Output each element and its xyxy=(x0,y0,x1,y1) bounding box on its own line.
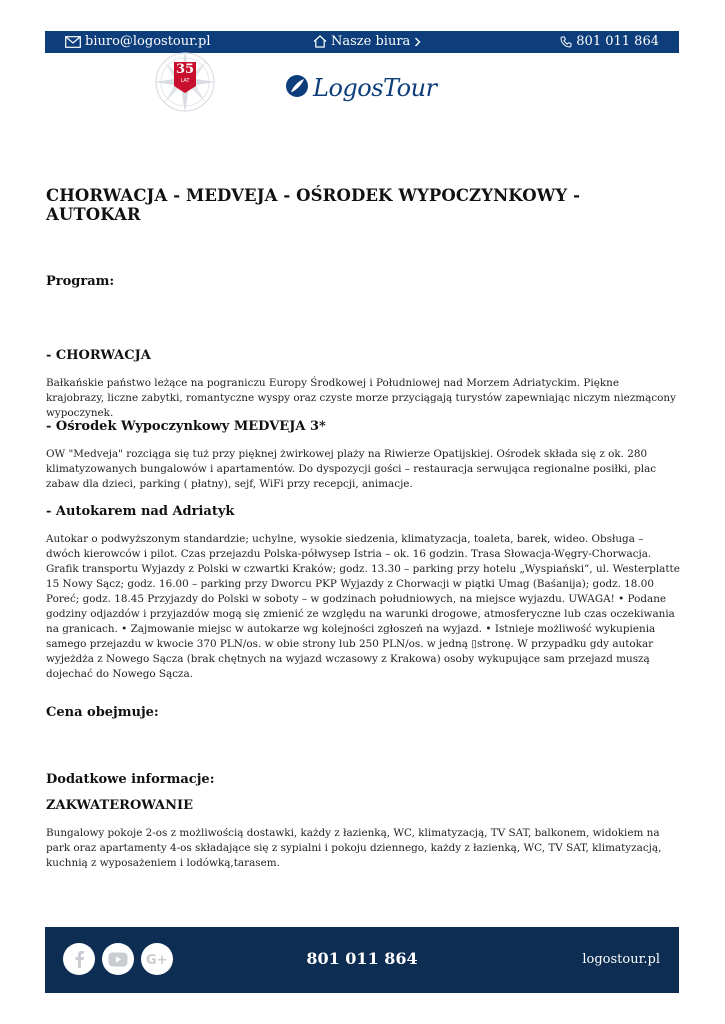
section-coach xyxy=(46,504,680,682)
price-section xyxy=(46,705,680,720)
section-croatia xyxy=(46,348,680,421)
section-heading: - Ośrodek Wypoczynkowy MEDVEJA 3* xyxy=(46,419,326,434)
section-resort xyxy=(46,419,680,492)
price-heading: Cena obejmuje: xyxy=(46,705,159,720)
section-heading: - Autokarem nad Adriatyk xyxy=(46,504,235,519)
section-text: OW "Medveja" rozciąga się tuż przy pięknej żwirkowej plaży na Riwierze Opatijskiej. Ośrodek składa się z ok. 280 klimatyzowanych bungalowów i apartamentów. Do dyspozycji gości – restauracja serwująca regionalne posiłki, plac zabaw dla dzieci, parking ( płatny), sejf, WiFi przy recepcji, animacje. xyxy=(46,448,657,490)
footer-phone[interactable]: 801 011 864 xyxy=(306,949,418,968)
phone-link[interactable] xyxy=(560,34,659,49)
section-text: Autokar o podwyższonym standardzie; uchylne, wysokie siedzenia, klimatyzacja, toaleta, barek, wideo. Obsługa – dwóch kierowców i pilot. Czas przejazdu Polska-półwysep Istria – ok. 16 godzin. Trasa Słowacja-Węgry-Chorwacja. Grafik transportu Wyjazdy z Polski w czwartki Kraków; godz. 13.30 – parking przy hotelu „Wyspiański”, ul. Westerplatte 15 Nowy Sącz; godz. 16.00 – parking przy Dworcu PKP Wyjazdy z Chorwacji w piątki Umag (Baśanija); godz. 18.00 Poreć; godz. 18.45 Przyjazdy do Polski w soboty – w godzinach południowych, na miejsce wyjazdu. UWAGA! • Podane godziny odjazdów i przyjazdów mogą się zmienić ze względu na warunki drogowe, atmosferyczne lub czas oczekiwania na granicach. • Zajmowanie miejsc w autokarze wg kolejności zgłoszeń na wyjazd. • Istnieje możliwość wykupienia samego przejazdu w kwocie 370 PLN/os. w obie strony lub 250 PLN/os. w jedną ▯stronę. W przypadku gdy autokar wyjeżdża z Nowego Sącza (brak chętnych na wyjazd wczasowy z Krakowa) osoby wykupujące sam przejazd muszą dojechać do Nowego Sącza. xyxy=(46,533,680,680)
phone-text: 801 011 864 xyxy=(576,34,659,49)
footer xyxy=(45,927,679,993)
phone-icon xyxy=(560,36,572,48)
extra-info-section xyxy=(46,772,680,871)
logo-area xyxy=(0,50,725,122)
section-heading: - CHORWACJA xyxy=(46,348,151,363)
extra-info-heading: Dodatkowe informacje: xyxy=(46,772,215,787)
section-text: Bałkańskie państwo leżące na pograniczu Europy Środkowej i Południowej nad Morzem Adriatyckim. Piękne krajobrazy, liczne zabytki, romantyczne wyspy oraz czyste morze przyciągają turystów zapewniając niczym niezmącony wypoczynek. xyxy=(46,377,676,419)
offices-link[interactable] xyxy=(313,34,421,49)
accommodation-text: Bungalowy pokoje 2-os z możliwością dostawki, każdy z łazienką, WC, klimatyzacją, TV SAT, balkonem, widokiem na park oraz apartamenty 4-os składające się z sypialni i pokoju dziennego, każdy z łazienką, WC, TV SAT, klimatyzacją, kuchnią z wyposażeniem i lodówką,tarasem. xyxy=(46,827,662,869)
accommodation-heading: ZAKWATEROWANIE xyxy=(46,798,193,813)
anniversary-number: 35 xyxy=(175,62,195,77)
chevron-right-icon xyxy=(414,37,421,47)
program-heading-wrap xyxy=(46,274,680,289)
home-icon xyxy=(313,35,327,48)
offices-text: Nasze biura xyxy=(331,34,411,49)
brand-name: LogosTour xyxy=(313,74,437,102)
envelope-icon xyxy=(65,36,81,48)
email-text: biuro@logostour.pl xyxy=(85,34,211,49)
anniversary-badge xyxy=(146,52,224,122)
anniversary-label: LAT xyxy=(180,78,190,84)
offer-header xyxy=(46,186,680,224)
svg-text:G+: G+ xyxy=(146,953,168,966)
program-heading: Program: xyxy=(46,274,115,289)
footer-website-link[interactable]: logostour.pl xyxy=(582,952,660,967)
email-link[interactable] xyxy=(65,34,211,49)
page-title: CHORWACJA - MEDVEJA - OŚRODEK WYPOCZYNKOWY - AUTOKAR xyxy=(46,186,581,224)
brand-logo[interactable] xyxy=(285,74,437,102)
quill-icon xyxy=(285,74,309,102)
